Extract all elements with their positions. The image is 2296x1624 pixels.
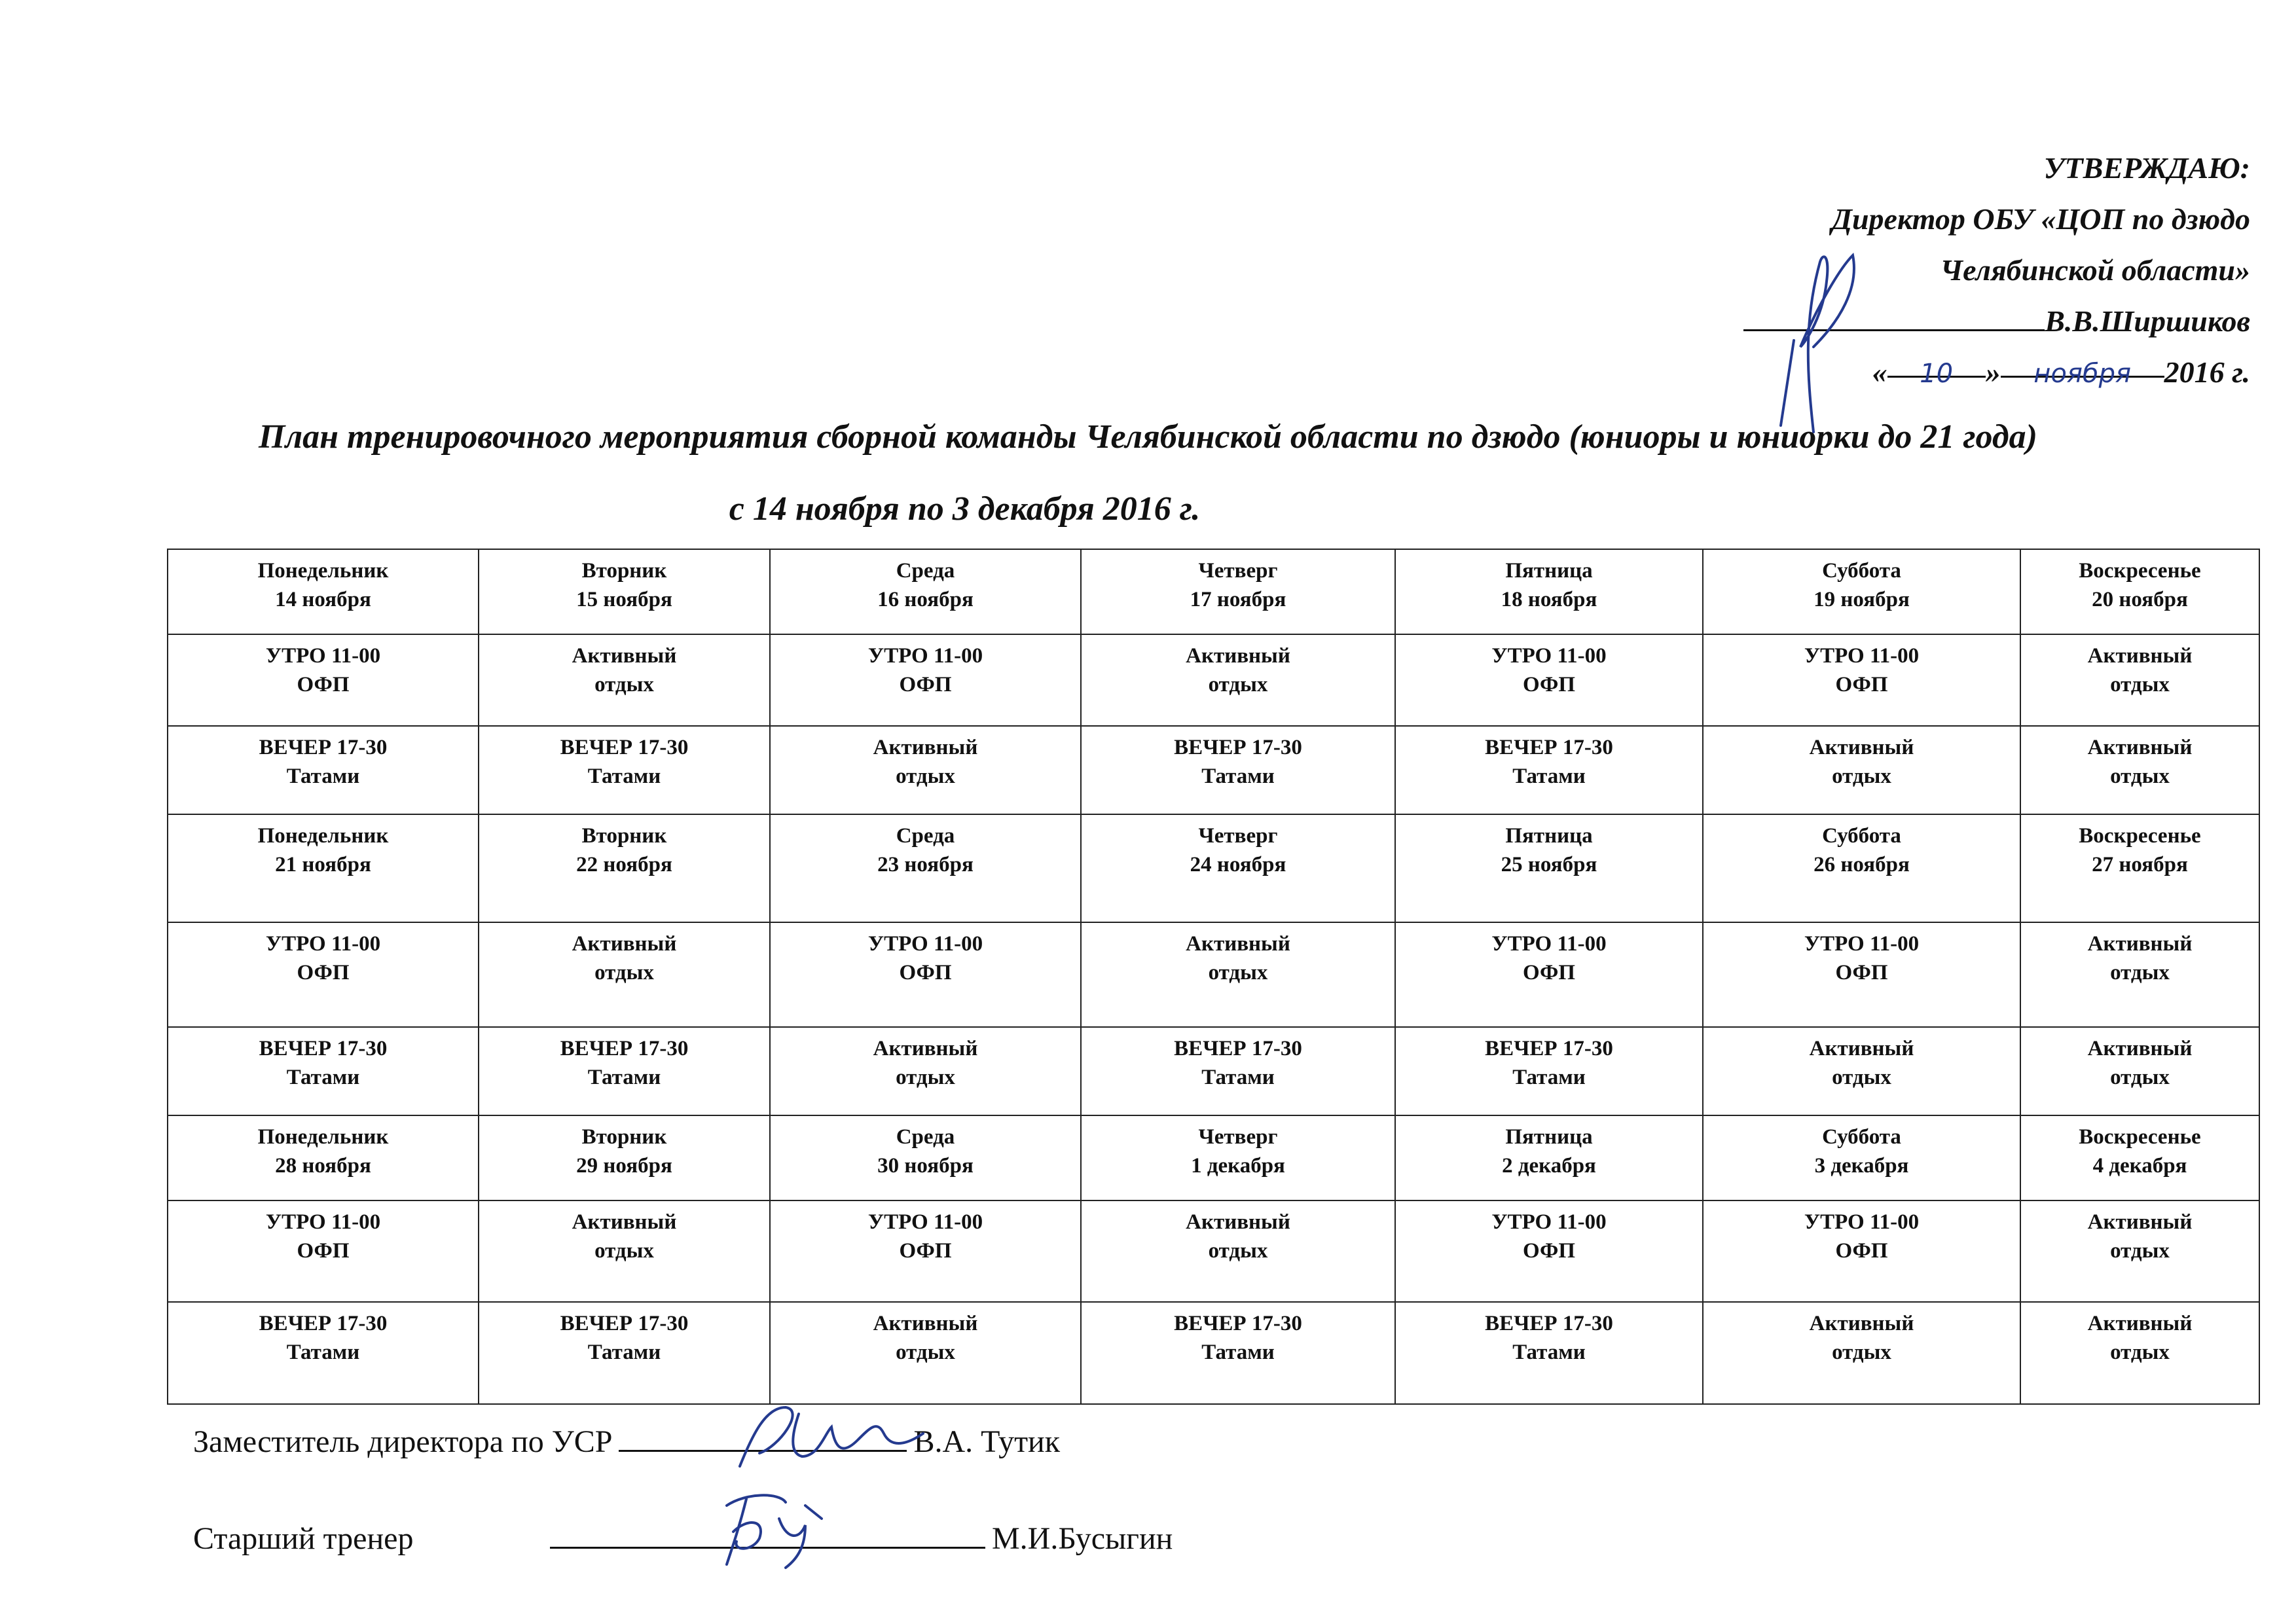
evening-cell — [168, 726, 479, 814]
day-date: 20 ноября — [2092, 588, 2188, 611]
evening-cell — [479, 726, 770, 814]
activity-line1: УТРО 11-00 — [265, 644, 381, 668]
activity-line1: УТРО 11-00 — [1804, 644, 1920, 668]
activity-line1: ВЕЧЕР 17-30 — [560, 736, 689, 759]
morning-cell — [479, 634, 770, 726]
activity-line1: Активный — [1809, 1037, 1914, 1060]
activity-line1: Активный — [873, 1312, 978, 1335]
day-header-cell — [1395, 814, 1703, 922]
activity-line2: ОФП — [899, 673, 952, 696]
day-date: 25 ноября — [1501, 853, 1597, 876]
approval-position-line2: Челябинской области» — [1940, 253, 2250, 287]
coach-label: Старший тренер — [193, 1521, 414, 1556]
schedule-row-evening — [168, 726, 2259, 814]
day-name: Среда — [896, 1125, 955, 1149]
activity-line1: УТРО 11-00 — [867, 644, 983, 668]
activity-line1: Активный — [1809, 736, 1914, 759]
day-header-cell — [770, 1115, 1081, 1200]
activity-line2: отдых — [1208, 673, 1268, 696]
activity-line1: Активный — [2087, 1037, 2193, 1060]
activity-line1: Активный — [873, 736, 978, 759]
activity-line2: ОФП — [1522, 1239, 1576, 1263]
activity-line1: УТРО 11-00 — [867, 932, 983, 956]
day-header-cell — [479, 814, 770, 922]
day-name: Пятница — [1505, 1125, 1593, 1149]
day-header-cell — [168, 1115, 479, 1200]
activity-line2: ОФП — [1522, 673, 1576, 696]
day-name: Четверг — [1198, 824, 1278, 848]
director-signature — [1768, 242, 1872, 439]
activity-line1: УТРО 11-00 — [265, 1210, 381, 1234]
approval-heading: УТВЕРЖДАЮ: — [2043, 151, 2250, 185]
activity-line1: Активный — [2087, 932, 2193, 956]
evening-cell — [1081, 1027, 1395, 1115]
activity-line2: отдых — [896, 765, 955, 788]
day-date: 22 ноября — [576, 853, 672, 876]
day-name: Вторник — [581, 824, 667, 848]
day-header-cell — [1703, 814, 2020, 922]
schedule-row-morning — [168, 922, 2259, 1027]
morning-cell — [479, 922, 770, 1027]
date-month: ноября — [2033, 359, 2132, 389]
activity-line2: Татами — [1201, 1341, 1275, 1364]
day-date: 24 ноября — [1190, 853, 1286, 876]
evening-cell — [1081, 726, 1395, 814]
day-date: 17 ноября — [1190, 588, 1286, 611]
day-name: Понедельник — [257, 559, 389, 583]
activity-line2: отдых — [2110, 961, 2170, 984]
day-name: Понедельник — [257, 1125, 389, 1149]
activity-line2: отдых — [1832, 765, 1891, 788]
activity-line2: ОФП — [297, 1239, 350, 1263]
activity-line2: Татами — [587, 765, 661, 788]
day-header-cell — [168, 814, 479, 922]
day-header-cell — [1703, 1115, 2020, 1200]
activity-line1: ВЕЧЕР 17-30 — [259, 736, 388, 759]
evening-cell — [1395, 1027, 1703, 1115]
evening-cell — [770, 1302, 1081, 1404]
day-name: Четверг — [1198, 1125, 1278, 1149]
evening-cell — [770, 1027, 1081, 1115]
evening-cell — [2020, 726, 2259, 814]
morning-cell — [1703, 922, 2020, 1027]
approval-date-line — [1661, 347, 2250, 398]
morning-cell — [1395, 922, 1703, 1027]
activity-line1: ВЕЧЕР 17-30 — [1174, 736, 1302, 759]
evening-cell — [479, 1027, 770, 1115]
day-date: 26 ноября — [1813, 853, 1910, 876]
day-header-cell — [479, 1115, 770, 1200]
coach-signature — [707, 1479, 838, 1571]
activity-line1: ВЕЧЕР 17-30 — [1485, 1037, 1613, 1060]
plan-title: План тренировочного мероприятия сборной команды Челябинской области по дзюдо (юниоры и юниорки до 21 года) — [259, 418, 2037, 456]
evening-cell — [168, 1027, 479, 1115]
date-day-line — [1887, 347, 1986, 389]
schedule-row-morning — [168, 1200, 2259, 1302]
day-date: 4 декабря — [2092, 1154, 2187, 1178]
activity-line1: Активный — [1186, 932, 1290, 956]
coach-name: М.И.Бусыгин — [992, 1521, 1173, 1556]
day-header-cell — [168, 549, 479, 634]
day-header-cell — [770, 549, 1081, 634]
day-name: Суббота — [1822, 824, 1901, 848]
morning-cell — [770, 922, 1081, 1027]
activity-line2: Татами — [286, 1341, 360, 1364]
activity-line1: ВЕЧЕР 17-30 — [1485, 1312, 1613, 1335]
day-header-cell — [1081, 549, 1395, 634]
morning-cell — [770, 634, 1081, 726]
evening-cell — [479, 1302, 770, 1404]
schedule-row-evening — [168, 1027, 2259, 1115]
date-month-line — [2001, 347, 2164, 389]
activity-line1: ВЕЧЕР 17-30 — [1174, 1037, 1302, 1060]
activity-line2: отдых — [896, 1066, 955, 1089]
activity-line2: отдых — [1832, 1341, 1891, 1364]
day-header-cell — [2020, 814, 2259, 922]
date-day: 10 — [1920, 359, 1954, 389]
activity-line1: Активный — [1809, 1312, 1914, 1335]
activity-line1: Активный — [1186, 1210, 1290, 1234]
activity-line1: Активный — [2087, 1312, 2193, 1335]
morning-cell — [1081, 634, 1395, 726]
activity-line2: Татами — [587, 1341, 661, 1364]
day-header-cell — [2020, 1115, 2259, 1200]
day-date: 27 ноября — [2092, 853, 2188, 876]
morning-cell — [479, 1200, 770, 1302]
evening-cell — [1395, 726, 1703, 814]
morning-cell — [1081, 1200, 1395, 1302]
morning-cell — [1703, 1200, 2020, 1302]
approval-name: В.В.Ширшиков — [2045, 304, 2250, 338]
activity-line1: ВЕЧЕР 17-30 — [259, 1037, 388, 1060]
day-date: 18 ноября — [1501, 588, 1597, 611]
activity-line1: Активный — [572, 1210, 677, 1234]
schedule-table — [167, 549, 2260, 1405]
activity-line2: отдых — [2110, 765, 2170, 788]
activity-line1: Активный — [1186, 644, 1290, 668]
activity-line2: ОФП — [899, 961, 952, 984]
activity-line1: УТРО 11-00 — [1491, 644, 1607, 668]
day-name: Среда — [896, 824, 955, 848]
day-date: 15 ноября — [576, 588, 672, 611]
evening-cell — [1703, 1027, 2020, 1115]
day-header-cell — [1081, 1115, 1395, 1200]
morning-cell — [770, 1200, 1081, 1302]
activity-line2: ОФП — [1835, 961, 1888, 984]
activity-line1: Активный — [572, 644, 677, 668]
schedule-row-days — [168, 549, 2259, 634]
deputy-label: Заместитель директора по УСР — [193, 1424, 613, 1459]
approval-block — [1661, 143, 2250, 398]
activity-line1: УТРО 11-00 — [1804, 1210, 1920, 1234]
activity-line2: отдых — [2110, 1066, 2170, 1089]
activity-line2: Татами — [1201, 765, 1275, 788]
morning-cell — [1703, 634, 2020, 726]
schedule-row-morning — [168, 634, 2259, 726]
day-date: 19 ноября — [1813, 588, 1910, 611]
activity-line2: Татами — [286, 1066, 360, 1089]
evening-cell — [2020, 1302, 2259, 1404]
morning-cell — [1395, 634, 1703, 726]
evening-cell — [1081, 1302, 1395, 1404]
activity-line2: ОФП — [1522, 961, 1576, 984]
day-header-cell — [1703, 549, 2020, 634]
day-date: 23 ноября — [877, 853, 974, 876]
activity-line2: Татами — [1512, 1341, 1586, 1364]
day-date: 16 ноября — [877, 588, 974, 611]
activity-line2: отдых — [2110, 1341, 2170, 1364]
activity-line2: Татами — [286, 765, 360, 788]
morning-cell — [2020, 922, 2259, 1027]
morning-cell — [2020, 634, 2259, 726]
morning-cell — [2020, 1200, 2259, 1302]
activity-line1: УТРО 11-00 — [1491, 1210, 1607, 1234]
morning-cell — [1395, 1200, 1703, 1302]
evening-cell — [770, 726, 1081, 814]
day-header-cell — [2020, 549, 2259, 634]
date-open-quote: « — [1872, 355, 1887, 389]
activity-line2: отдых — [896, 1341, 955, 1364]
day-header-cell — [1081, 814, 1395, 922]
day-name: Вторник — [581, 559, 667, 583]
day-name: Воскресенье — [2079, 824, 2201, 848]
activity-line2: отдых — [1832, 1066, 1891, 1089]
morning-cell — [1081, 922, 1395, 1027]
activity-line2: отдых — [594, 1239, 654, 1263]
activity-line2: Татами — [587, 1066, 661, 1089]
day-name: Воскресенье — [2079, 1125, 2201, 1149]
day-date: 30 ноября — [877, 1154, 974, 1178]
approval-position-line1: Директор ОБУ «ЦОП по дзюдо — [1831, 202, 2250, 236]
activity-line1: УТРО 11-00 — [1491, 932, 1607, 956]
activity-line2: отдых — [594, 673, 654, 696]
day-name: Воскресенье — [2079, 559, 2201, 583]
activity-line2: отдых — [1208, 1239, 1268, 1263]
evening-cell — [168, 1302, 479, 1404]
morning-cell — [168, 1200, 479, 1302]
day-date: 28 ноября — [275, 1154, 371, 1178]
activity-line2: Татами — [1512, 765, 1586, 788]
day-header-cell — [479, 549, 770, 634]
day-name: Суббота — [1822, 559, 1901, 583]
activity-line1: УТРО 11-00 — [1804, 932, 1920, 956]
evening-cell — [1395, 1302, 1703, 1404]
activity-line1: УТРО 11-00 — [265, 932, 381, 956]
deputy-signature — [727, 1394, 943, 1479]
activity-line2: Татами — [1512, 1066, 1586, 1089]
activity-line1: ВЕЧЕР 17-30 — [560, 1037, 689, 1060]
activity-line1: ВЕЧЕР 17-30 — [1174, 1312, 1302, 1335]
schedule-body — [168, 549, 2259, 1404]
evening-cell — [2020, 1027, 2259, 1115]
activity-line2: ОФП — [297, 961, 350, 984]
day-header-cell — [1395, 549, 1703, 634]
activity-line1: Активный — [2087, 644, 2193, 668]
activity-line2: Татами — [1201, 1066, 1275, 1089]
activity-line2: ОФП — [1835, 673, 1888, 696]
activity-line2: отдых — [2110, 673, 2170, 696]
approval-name-line — [1661, 296, 2250, 347]
day-name: Вторник — [581, 1125, 667, 1149]
day-date: 14 ноября — [275, 588, 371, 611]
activity-line1: ВЕЧЕР 17-30 — [1485, 736, 1613, 759]
morning-cell — [168, 922, 479, 1027]
day-date: 1 декабря — [1191, 1154, 1285, 1178]
activity-line2: отдых — [1208, 961, 1268, 984]
schedule-row-days — [168, 1115, 2259, 1200]
activity-line2: отдых — [2110, 1239, 2170, 1263]
day-name: Среда — [896, 559, 955, 583]
activity-line1: ВЕЧЕР 17-30 — [560, 1312, 689, 1335]
evening-cell — [1703, 1302, 2020, 1404]
plan-period: с 14 ноября по 3 декабря 2016 г. — [729, 490, 1201, 528]
schedule-row-evening — [168, 1302, 2259, 1404]
date-close-quote: » — [1985, 355, 2001, 389]
day-name: Четверг — [1198, 559, 1278, 583]
day-date: 21 ноября — [275, 853, 371, 876]
schedule-row-days — [168, 814, 2259, 922]
day-name: Пятница — [1505, 824, 1593, 848]
activity-line1: УТРО 11-00 — [867, 1210, 983, 1234]
morning-cell — [168, 634, 479, 726]
day-header-cell — [770, 814, 1081, 922]
day-header-cell — [1395, 1115, 1703, 1200]
activity-line1: Активный — [572, 932, 677, 956]
activity-line2: ОФП — [899, 1239, 952, 1263]
day-name: Пятница — [1505, 559, 1593, 583]
activity-line1: Активный — [2087, 736, 2193, 759]
activity-line1: Активный — [873, 1037, 978, 1060]
activity-line2: ОФП — [297, 673, 350, 696]
day-date: 2 декабря — [1502, 1154, 1596, 1178]
day-date: 29 ноября — [576, 1154, 672, 1178]
deputy-name: В.А. Тутик — [913, 1424, 1061, 1459]
day-name: Суббота — [1822, 1125, 1901, 1149]
activity-line1: Активный — [2087, 1210, 2193, 1234]
activity-line1: ВЕЧЕР 17-30 — [259, 1312, 388, 1335]
activity-line2: ОФП — [1835, 1239, 1888, 1263]
day-name: Понедельник — [257, 824, 389, 848]
date-year: 2016 г. — [2164, 355, 2250, 389]
activity-line2: отдых — [594, 961, 654, 984]
evening-cell — [1703, 726, 2020, 814]
coach-signature-row — [193, 1521, 1173, 1557]
day-date: 3 декабря — [1814, 1154, 1909, 1178]
